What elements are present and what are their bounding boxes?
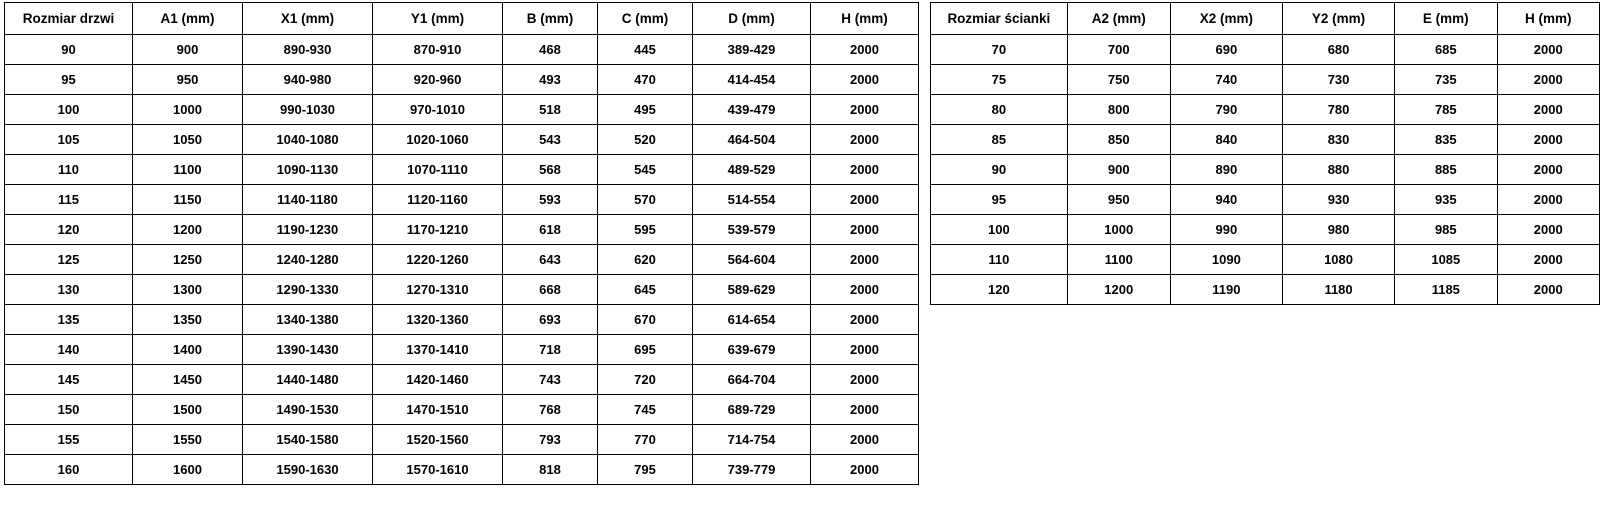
table-cell: 1020-1060 (373, 125, 503, 155)
table-row (5, 245, 919, 275)
table-cell: 564-604 (693, 245, 811, 275)
table-body (5, 35, 919, 485)
table-cell: 690 (1170, 35, 1282, 65)
table-cell: 900 (133, 35, 243, 65)
table-row (931, 95, 1600, 125)
table-cell: 115 (5, 185, 133, 215)
table-row (5, 95, 919, 125)
walls-column-header: X2 (mm) (1170, 3, 1282, 35)
table-row (5, 335, 919, 365)
table-cell: 740 (1170, 65, 1282, 95)
table-cell: 1600 (133, 455, 243, 485)
table-cell: 1370-1410 (373, 335, 503, 365)
table-cell: 1170-1210 (373, 215, 503, 245)
table-cell: 1400 (133, 335, 243, 365)
table-cell: 2000 (1497, 245, 1600, 275)
walls-dimensions-table-container (930, 2, 1600, 305)
table-row (931, 215, 1600, 245)
table-cell: 1450 (133, 365, 243, 395)
table-cell: 985 (1395, 215, 1497, 245)
table-row (5, 455, 919, 485)
table-cell: 2000 (811, 215, 919, 245)
table-cell: 2000 (1497, 215, 1600, 245)
table-cell: 950 (133, 65, 243, 95)
table-cell: 693 (503, 305, 598, 335)
table-cell: 1200 (133, 215, 243, 245)
table-cell: 2000 (1497, 65, 1600, 95)
table-cell: 2000 (811, 35, 919, 65)
table-cell: 514-554 (693, 185, 811, 215)
table-cell: 539-579 (693, 215, 811, 245)
table-cell: 850 (1067, 125, 1170, 155)
table-cell: 1100 (1067, 245, 1170, 275)
table-cell: 940-980 (243, 65, 373, 95)
table-cell: 125 (5, 245, 133, 275)
table-row (5, 275, 919, 305)
table-row (5, 155, 919, 185)
table-cell: 85 (931, 125, 1068, 155)
walls-column-header: Y2 (mm) (1282, 3, 1394, 35)
table-cell: 1490-1530 (243, 395, 373, 425)
table-cell: 135 (5, 305, 133, 335)
table-cell: 930 (1282, 185, 1394, 215)
table-cell: 900 (1067, 155, 1170, 185)
table-row (5, 215, 919, 245)
table-cell: 2000 (811, 305, 919, 335)
table-cell: 920-960 (373, 65, 503, 95)
table-cell: 1140-1180 (243, 185, 373, 215)
table-cell: 90 (931, 155, 1068, 185)
table-cell: 95 (5, 65, 133, 95)
table-cell: 1050 (133, 125, 243, 155)
table-cell: 1470-1510 (373, 395, 503, 425)
table-cell: 1520-1560 (373, 425, 503, 455)
table-cell: 695 (598, 335, 693, 365)
table-row (5, 425, 919, 455)
table-cell: 110 (5, 155, 133, 185)
table-cell: 2000 (811, 125, 919, 155)
table-cell: 870-910 (373, 35, 503, 65)
table-cell: 1420-1460 (373, 365, 503, 395)
table-row (5, 65, 919, 95)
table-cell: 593 (503, 185, 598, 215)
walls-column-header: E (mm) (1395, 3, 1497, 35)
table-cell: 2000 (1497, 155, 1600, 185)
table-cell: 664-704 (693, 365, 811, 395)
table-cell: 1200 (1067, 275, 1170, 305)
table-cell: 818 (503, 455, 598, 485)
table-cell: 445 (598, 35, 693, 65)
table-cell: 1090 (1170, 245, 1282, 275)
table-cell: 1340-1380 (243, 305, 373, 335)
table-cell: 745 (598, 395, 693, 425)
table-cell: 95 (931, 185, 1068, 215)
doors-column-header: A1 (mm) (133, 3, 243, 35)
doors-column-header: X1 (mm) (243, 3, 373, 35)
table-cell: 935 (1395, 185, 1497, 215)
walls-column-header: Rozmiar ścianki (931, 3, 1068, 35)
table-cell: 389-429 (693, 35, 811, 65)
table-cell: 2000 (1497, 35, 1600, 65)
table-row (931, 125, 1600, 155)
table-header-row (931, 3, 1600, 35)
table-cell: 595 (598, 215, 693, 245)
walls-dimensions-table (930, 2, 1600, 305)
table-cell: 1590-1630 (243, 455, 373, 485)
table-cell: 520 (598, 125, 693, 155)
table-row (931, 155, 1600, 185)
table-cell: 2000 (1497, 125, 1600, 155)
table-row (5, 35, 919, 65)
table-cell: 105 (5, 125, 133, 155)
table-cell: 639-679 (693, 335, 811, 365)
table-cell: 668 (503, 275, 598, 305)
table-cell: 160 (5, 455, 133, 485)
table-cell: 835 (1395, 125, 1497, 155)
table-cell: 150 (5, 395, 133, 425)
table-cell: 130 (5, 275, 133, 305)
table-cell: 518 (503, 95, 598, 125)
table-cell: 1220-1260 (373, 245, 503, 275)
table-cell: 620 (598, 245, 693, 275)
table-cell: 990 (1170, 215, 1282, 245)
table-cell: 470 (598, 65, 693, 95)
table-cell: 493 (503, 65, 598, 95)
table-cell: 670 (598, 305, 693, 335)
table-cell: 495 (598, 95, 693, 125)
table-cell: 2000 (811, 155, 919, 185)
table-cell: 1320-1360 (373, 305, 503, 335)
table-cell: 770 (598, 425, 693, 455)
table-cell: 120 (931, 275, 1068, 305)
table-cell: 2000 (1497, 185, 1600, 215)
table-cell: 1180 (1282, 275, 1394, 305)
table-cell: 1440-1480 (243, 365, 373, 395)
table-cell: 720 (598, 365, 693, 395)
table-cell: 950 (1067, 185, 1170, 215)
table-cell: 468 (503, 35, 598, 65)
table-row (931, 275, 1600, 305)
table-cell: 2000 (811, 455, 919, 485)
table-cell: 100 (931, 215, 1068, 245)
table-cell: 2000 (811, 335, 919, 365)
table-cell: 489-529 (693, 155, 811, 185)
table-cell: 2000 (811, 275, 919, 305)
table-cell: 680 (1282, 35, 1394, 65)
table-cell: 90 (5, 35, 133, 65)
doors-column-header: Y1 (mm) (373, 3, 503, 35)
table-row (931, 35, 1600, 65)
table-cell: 780 (1282, 95, 1394, 125)
table-cell: 1500 (133, 395, 243, 425)
doors-column-header: H (mm) (811, 3, 919, 35)
doors-dimensions-table (4, 2, 919, 485)
table-cell: 1240-1280 (243, 245, 373, 275)
table-cell: 70 (931, 35, 1068, 65)
table-cell: 689-729 (693, 395, 811, 425)
table-row (931, 65, 1600, 95)
table-header-row (5, 3, 919, 35)
doors-column-header: Rozmiar drzwi (5, 3, 133, 35)
table-cell: 1300 (133, 275, 243, 305)
table-cell: 643 (503, 245, 598, 275)
table-cell: 100 (5, 95, 133, 125)
table-cell: 464-504 (693, 125, 811, 155)
table-cell: 2000 (811, 65, 919, 95)
doors-column-header: C (mm) (598, 3, 693, 35)
table-cell: 718 (503, 335, 598, 365)
table-cell: 1000 (1067, 215, 1170, 245)
table-cell: 2000 (811, 245, 919, 275)
table-row (5, 125, 919, 155)
doors-column-header: D (mm) (693, 3, 811, 35)
table-cell: 1540-1580 (243, 425, 373, 455)
table-cell: 414-454 (693, 65, 811, 95)
doors-dimensions-table-container (4, 2, 919, 485)
table-cell: 155 (5, 425, 133, 455)
table-cell: 739-779 (693, 455, 811, 485)
table-body (931, 35, 1600, 305)
table-cell: 890-930 (243, 35, 373, 65)
table-cell: 890 (1170, 155, 1282, 185)
table-cell: 618 (503, 215, 598, 245)
table-cell: 80 (931, 95, 1068, 125)
table-cell: 800 (1067, 95, 1170, 125)
table-row (931, 245, 1600, 275)
table-cell: 1550 (133, 425, 243, 455)
table-cell: 795 (598, 455, 693, 485)
doors-column-header: B (mm) (503, 3, 598, 35)
table-cell: 645 (598, 275, 693, 305)
table-cell: 685 (1395, 35, 1497, 65)
table-cell: 1350 (133, 305, 243, 335)
table-cell: 735 (1395, 65, 1497, 95)
table-cell: 793 (503, 425, 598, 455)
table-cell: 1250 (133, 245, 243, 275)
table-cell: 568 (503, 155, 598, 185)
table-cell: 589-629 (693, 275, 811, 305)
table-cell: 1185 (1395, 275, 1497, 305)
table-cell: 1000 (133, 95, 243, 125)
table-cell: 785 (1395, 95, 1497, 125)
table-cell: 75 (931, 65, 1068, 95)
table-cell: 990-1030 (243, 95, 373, 125)
table-cell: 1070-1110 (373, 155, 503, 185)
table-cell: 840 (1170, 125, 1282, 155)
table-cell: 2000 (811, 425, 919, 455)
table-cell: 2000 (1497, 275, 1600, 305)
table-cell: 570 (598, 185, 693, 215)
table-cell: 1080 (1282, 245, 1394, 275)
table-cell: 830 (1282, 125, 1394, 155)
table-cell: 790 (1170, 95, 1282, 125)
table-cell: 730 (1282, 65, 1394, 95)
table-cell: 1390-1430 (243, 335, 373, 365)
table-cell: 970-1010 (373, 95, 503, 125)
table-cell: 980 (1282, 215, 1394, 245)
table-cell: 2000 (811, 365, 919, 395)
table-cell: 750 (1067, 65, 1170, 95)
table-row (931, 185, 1600, 215)
table-cell: 145 (5, 365, 133, 395)
table-row (5, 365, 919, 395)
walls-column-header: H (mm) (1497, 3, 1600, 35)
table-cell: 110 (931, 245, 1068, 275)
table-cell: 545 (598, 155, 693, 185)
table-cell: 1090-1130 (243, 155, 373, 185)
table-cell: 1270-1310 (373, 275, 503, 305)
table-cell: 1190 (1170, 275, 1282, 305)
table-cell: 768 (503, 395, 598, 425)
table-cell: 880 (1282, 155, 1394, 185)
table-cell: 614-654 (693, 305, 811, 335)
table-cell: 940 (1170, 185, 1282, 215)
table-cell: 1570-1610 (373, 455, 503, 485)
table-cell: 1100 (133, 155, 243, 185)
walls-column-header: A2 (mm) (1067, 3, 1170, 35)
table-cell: 1150 (133, 185, 243, 215)
table-row (5, 185, 919, 215)
table-cell: 439-479 (693, 95, 811, 125)
table-cell: 714-754 (693, 425, 811, 455)
table-row (5, 305, 919, 335)
table-cell: 2000 (811, 95, 919, 125)
table-cell: 2000 (811, 395, 919, 425)
table-cell: 885 (1395, 155, 1497, 185)
table-cell: 700 (1067, 35, 1170, 65)
table-cell: 1290-1330 (243, 275, 373, 305)
table-row (5, 395, 919, 425)
table-cell: 1040-1080 (243, 125, 373, 155)
table-cell: 1085 (1395, 245, 1497, 275)
table-cell: 1120-1160 (373, 185, 503, 215)
table-cell: 2000 (811, 185, 919, 215)
table-cell: 2000 (1497, 95, 1600, 125)
table-cell: 140 (5, 335, 133, 365)
table-cell: 543 (503, 125, 598, 155)
table-cell: 120 (5, 215, 133, 245)
table-cell: 743 (503, 365, 598, 395)
table-cell: 1190-1230 (243, 215, 373, 245)
